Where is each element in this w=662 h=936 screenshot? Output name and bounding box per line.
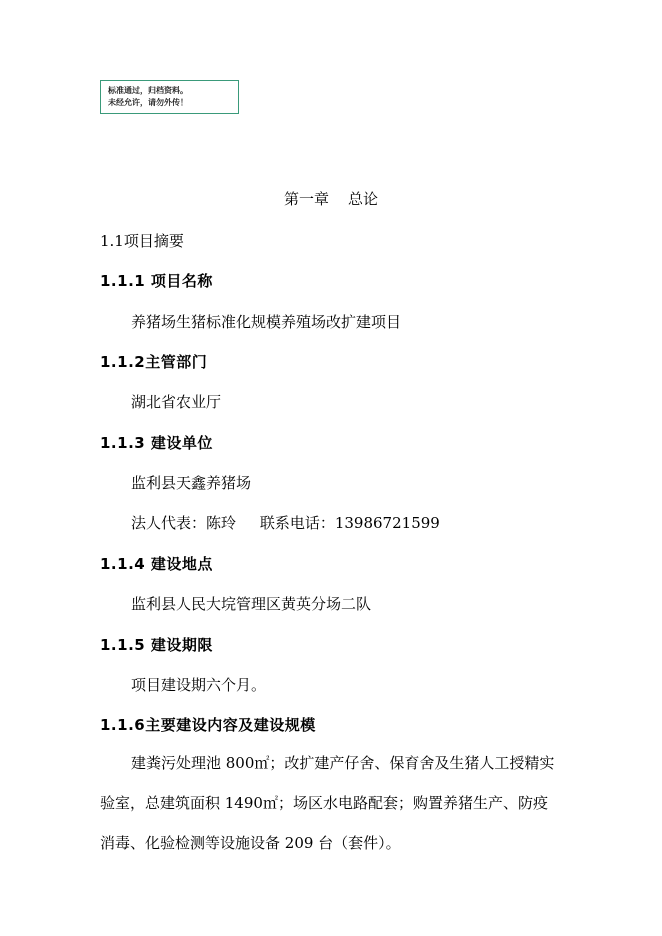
scope-paragraph [100, 743, 562, 863]
project-name-text: 养猪场生猪标准化规模养殖场改扩建项目 [131, 313, 402, 331]
heading-scope: 1.1.6主要建设内容及建设规模 [100, 716, 316, 734]
heading-department: 1.1.2主管部门 [100, 353, 208, 371]
heading-period: 1.1.5 建设期限 [100, 636, 213, 654]
confidential-stamp [100, 80, 239, 114]
location-text: 监利县人民大垸管理区黄英分场二队 [131, 595, 372, 613]
scope-paragraph-text: 建粪污处理池 800㎡；改扩建产仔舍、保育舍及生猪人工授精实验室，总建筑面积 1490㎡；场区水电路配套；购置养猪生产、防疫消毒、化验检测等设施设备 209 台（套件）。 [100, 754, 555, 852]
heading-project-name: 1.1.1 项目名称 [100, 272, 213, 290]
stamp-line-2: 未经允许，请勿外传！ [108, 98, 188, 107]
section-heading-1-1: 1.1项目摘要 [100, 232, 184, 250]
department-text: 湖北省农业厅 [131, 393, 222, 411]
heading-location: 1.1.4 建设地点 [100, 555, 213, 573]
construction-unit-text: 监利县天鑫养猪场 [131, 474, 252, 492]
heading-construction-unit: 1.1.3 建设单位 [100, 434, 213, 452]
legal-rep-contact-text: 法人代表：陈玲 联系电话：13986721599 [131, 514, 440, 532]
chapter-title: 第一章 总论 [283, 190, 379, 208]
period-text: 项目建设期六个月。 [131, 676, 267, 694]
stamp-line-1: 标准通过，归档资料。 [108, 86, 188, 95]
